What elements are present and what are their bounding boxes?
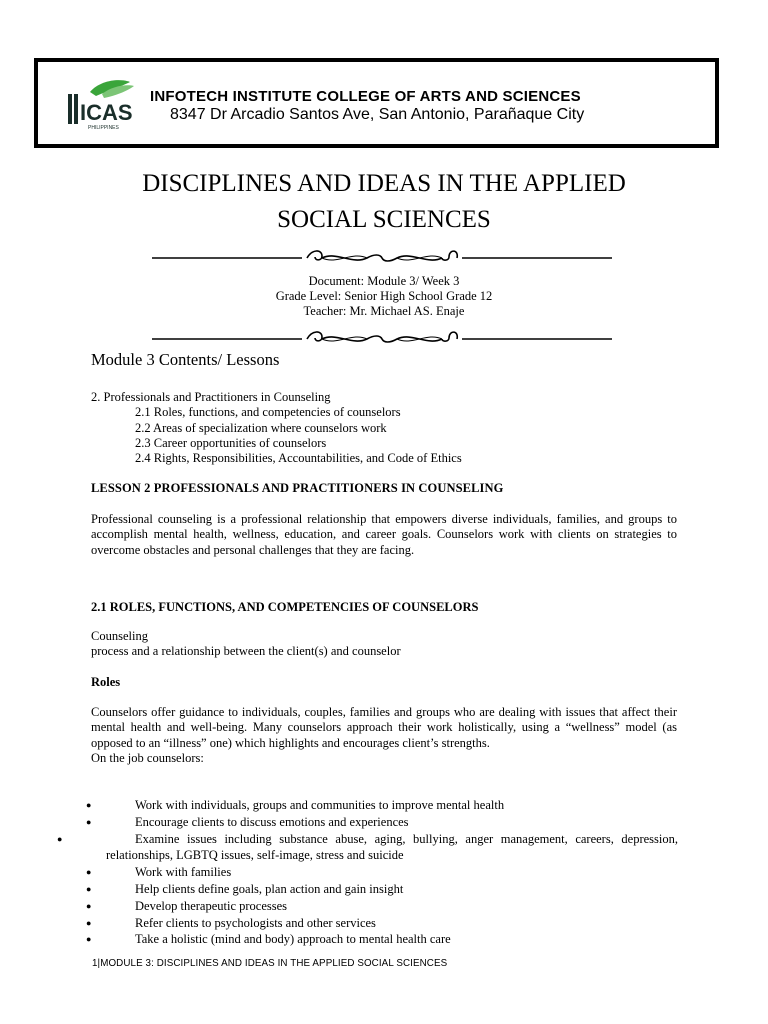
- ornament-divider-top: [152, 247, 612, 269]
- duties-list: [57, 797, 678, 948]
- roles-paragraph: [91, 705, 677, 766]
- list-item: ● Develop therapeutic processes: [86, 898, 288, 913]
- grade-level-line: Grade Level: Senior High School Grade 12: [275, 289, 493, 303]
- contents-main-item: 2. Professionals and Practitioners in Counseling: [91, 390, 331, 404]
- contents-list: [91, 390, 462, 466]
- page-title: [0, 166, 768, 238]
- document-info: [0, 274, 768, 319]
- lesson-heading: LESSON 2 PROFESSIONALS AND PRACTITIONERS IN COUNSELING: [91, 481, 504, 495]
- bullet-icon: ●: [86, 800, 92, 810]
- list-item: ● Examine issues including substance abuse, aging, bullying, anger management, careers, depression, relationships, LGBTQ issues, self-image, stress and suicide: [57, 831, 678, 863]
- contents-heading: Module 3 Contents/ Lessons: [91, 350, 280, 369]
- teacher-line: Teacher: Mr. Michael AS. Enaje: [303, 304, 465, 318]
- bullet-icon: ●: [86, 883, 92, 894]
- page-footer: 1|MODULE 3: DISCIPLINES AND IDEAS IN THE APPLIED SOCIAL SCIENCES: [92, 958, 448, 969]
- icas-logo: [60, 76, 142, 132]
- contents-sub-item: 2.4 Rights, Responsibilities, Accountabilities, and Code of Ethics: [135, 451, 462, 466]
- logo-text: ICAS: [80, 100, 133, 125]
- list-item: ● Work with families: [86, 865, 232, 880]
- on-the-job-label: On the job counselors:: [91, 750, 204, 765]
- lesson-intro: Professional counseling is a professional relationship that empowers diverse individuals, families, and groups to accomplish mental health, wellness, education, and career goals. Counselors work with clients on strategies to overcome obstacles and personal challenges that they are facing.: [91, 512, 677, 557]
- roles-heading: Roles: [91, 675, 121, 689]
- ornament-divider-bottom: [152, 328, 612, 350]
- bullet-icon: ●: [57, 833, 63, 844]
- contents-sub-item: 2.3 Career opportunities of counselors: [135, 435, 327, 450]
- section-heading: 2.1 ROLES, FUNCTIONS, AND COMPETENCIES OF COUNSELORS: [91, 600, 479, 614]
- bullet-icon: ●: [86, 900, 92, 911]
- definition-text: process and a relationship between the client(s) and counselor: [91, 644, 401, 659]
- institution-name: INFOTECH INSTITUTE COLLEGE OF ARTS AND SCIENCES: [150, 88, 581, 105]
- institution-address: 8347 Dr Arcadio Santos Ave, San Antonio, Parañaque City: [170, 106, 585, 123]
- bullet-icon: ●: [86, 917, 92, 928]
- title-line-1: DISCIPLINES AND IDEAS IN THE APPLIED: [142, 170, 626, 197]
- list-item: ● Encourage clients to discuss emotions and experiences: [86, 814, 409, 829]
- bullet-icon: ●: [86, 934, 92, 945]
- bullet-icon: ●: [86, 867, 92, 878]
- logo-subtext: PHILIPPINES: [88, 125, 119, 131]
- list-item: ● Help clients define goals, plan action and gain insight: [86, 881, 404, 896]
- contents-sub-item: 2.2 Areas of specialization where counselors work: [135, 420, 387, 435]
- list-item: ● Refer clients to psychologists and other services: [86, 915, 376, 930]
- title-line-2: SOCIAL SCIENCES: [277, 206, 491, 233]
- counseling-definition: [91, 629, 401, 660]
- document-line: Document: Module 3/ Week 3: [308, 274, 460, 288]
- list-item: ● Work with individuals, groups and communities to improve mental health: [86, 798, 505, 812]
- roles-text: Counselors offer guidance to individuals, couples, families and groups who are dealing with issues that affect their mental health and well-being. Many counselors approach their work holistically, using a “wellness” model (as opposed to an “illness” one) which highlights and encourages client’s strengths.: [91, 705, 677, 750]
- bullet-icon: ●: [86, 816, 92, 827]
- definition-term: Counseling: [91, 629, 148, 643]
- list-item: ● Take a holistic (mind and body) approach to mental health care: [86, 932, 451, 947]
- contents-sub-item: 2.1 Roles, functions, and competencies of counselors: [135, 405, 401, 420]
